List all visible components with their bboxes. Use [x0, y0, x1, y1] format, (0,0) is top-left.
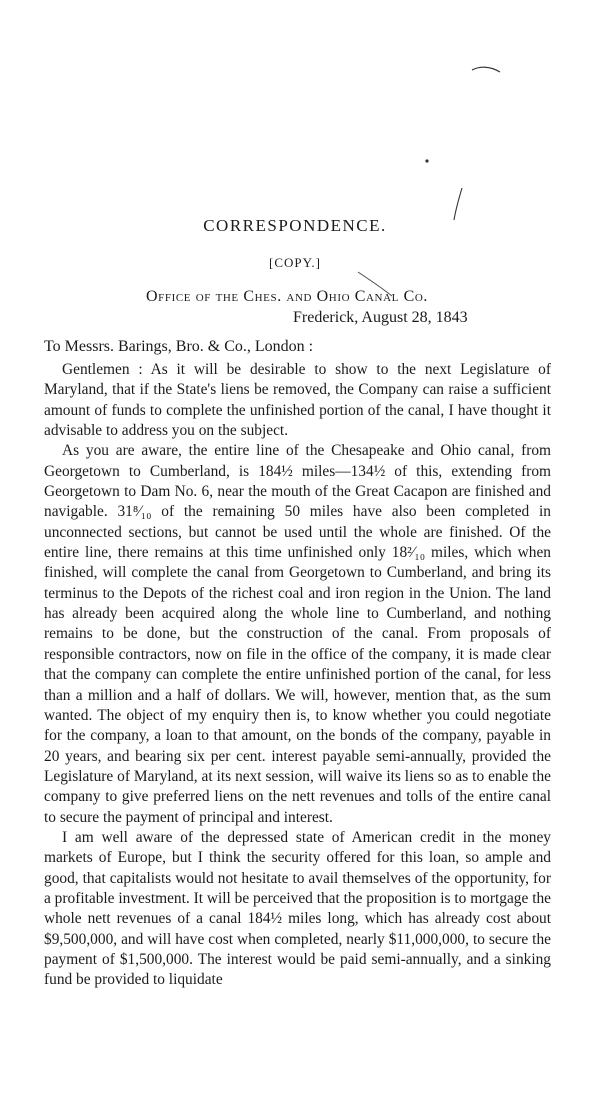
- paragraph-canal-line: As you are aware, the entire line of the Chesapeake and Ohio canal, from Georgetown to Cumberland, is 184½ miles—134½ of this, extending from Georgetown to Dam No. 6, near the mouth of the Great Cacapon are finished and navigable. 31⁸⁄₁₀ of the remaining 50 miles have also been completed in unconnected sections, but cannot be used until the whole are finished. Of the entire line, there remains at this time unfinished only 18²⁄₁₀ miles, which when finished, will complete the canal from Georgetown to Cumberland, and bring its terminus to the Depots of the richest coal and iron region in the Union. The land has already been acquired along the whole line to Cumberland, and nothing remains to be done, but the construction of the canal. From proposals of responsible contractors, now on file in the office of the company, it is made clear that the company can complete the entire unfinished portion of the canal, for less than a million and a half of dollars. We will, however, mention that, as the sum wanted. The object of my enquiry then is, to know whether you could negotiate for the company, a loan to that amount, on the bonds of the company, payable in 20 years, and bearing six per cent. interest payable semi-annually, provided the Legislature of Maryland, at its next session, will waive its liens so as to enable the company to give preferred liens on the nett revenues and tolls of the entire canal to secure the payment of principal and interest.: [44, 442, 551, 826]
- addressee-line: To Messrs. Barings, Bro. & Co., London :: [44, 338, 314, 355]
- paragraph-salutation: Gentlemen : As it will be desirable to show to the next Legislature of Maryland, that if the State's liens be removed, the Company can raise a sufficient amount of funds to complete the unfinished portion of the canal, I have thought it advisable to address you on the subject.: [44, 361, 551, 440]
- letterhead-place-date: Frederick, August 28, 1843: [293, 309, 468, 326]
- page-heading: CORRESPONDENCE.: [203, 216, 387, 235]
- letterhead-office: Office of the Ches. and Ohio Canal Co.: [146, 288, 428, 305]
- ink-dot: [424, 158, 430, 164]
- paragraph-credit: I am well aware of the depressed state of American credit in the money markets of Europe, but I think the security offered for this loan, so ample and good, that capitalists would not hesitate to avail themselves of the opportunity, for a profitable investment. It will be perceived that the proposition is to mortgage the whole nett revenues of a canal 184½ miles long, which has already cost about $9,500,000, and will have cost when completed, nearly $11,000,000, to secure the payment of $1,500,000. The interest would be paid semi-annually, and a sinking fund be provided to liquidate: [44, 828, 551, 989]
- copy-label: [COPY.]: [269, 255, 321, 270]
- letter-body: [44, 360, 551, 991]
- ink-mark-top-right: [470, 60, 510, 84]
